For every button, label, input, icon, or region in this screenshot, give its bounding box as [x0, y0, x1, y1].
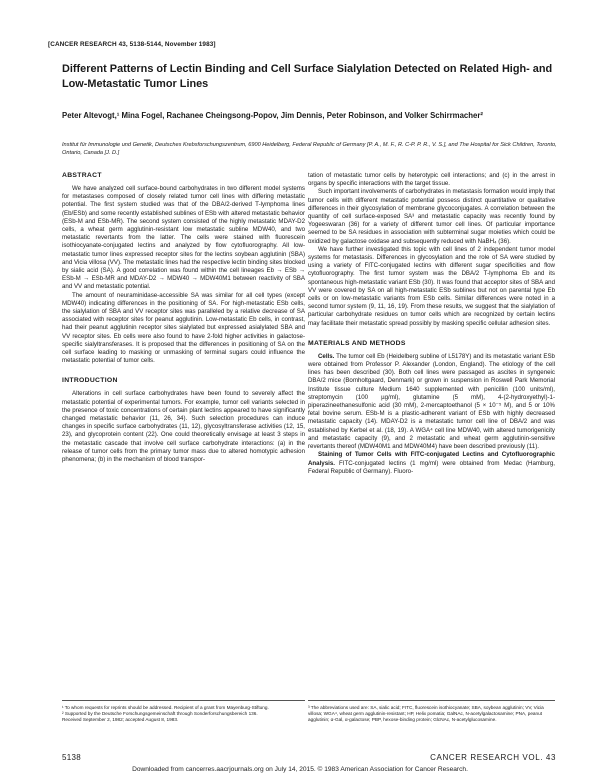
methods-cells-paragraph — [308, 353, 555, 451]
journal-citation-header: [CANCER RESEARCH 43, 5138-5144, November 1983] — [48, 41, 216, 48]
staining-runin-heading: Staining of Tumor Cells with FITC-conjugated Lectins and Cytofluorographic Analysis. — [308, 451, 555, 467]
methods-staining-paragraph — [308, 451, 555, 476]
left-column — [62, 172, 305, 464]
abstract-heading: ABSTRACT — [62, 172, 102, 179]
footnote-abbreviations: ³ The abbreviations used are: SA, sialic acid; FITC, fluorescein isothiocyanate; SBA, soybean agglutinin; VV, Vicia villosa; WGA⁴, wheat germ agglutinin-resistant; HP, Helix pomatia; GalNAc, N-acetylgalactosamine; PNA, peanut agglutinin; α-Gal, α-galactose; PBP, hexose-binding protein; GlcNAc, N-acetylglucosamine. — [308, 705, 544, 723]
footnote-support: ² Supported by the Deutsche Forschungsgemeinschaft through Sonderforschungsbereich 136. — [62, 711, 258, 717]
body-paragraph-carbohydrates: Such important involvements of carbohydrates in metastasis formation would imply that tumor cells with different metastatic potential possess distinct quantitative or qualitative differences in their glycosylation of membrane glycoconjugates. A correlation between the quantity of cell surface-exposed SA³ and metastatic capacity was recently found by Yogeeswaran (36) for a variety of different tumor cell lines. Of particular importance seemed to be SA residues in association with subterminal sugar moieties which could be oxidized by galactose oxidase and subsequently reduced with NaBH₄ (36). — [308, 188, 555, 245]
journal-footer: CANCER RESEARCH VOL. 43 — [430, 753, 556, 762]
cells-text: The tumor cell Eb (Heidelberg subline of L5178Y) and its metastatic variant ESb were obtained from Professor P. Alexander (London, England). The etiology of the cell lines has been described (30). Both cell lines were passaged as ascites in syngeneic DBA/2 mice (Bomholtgaard, Denmark) or grown in suspension in Roswell Park Memorial Institute tissue culture Medium 1640 supplemented with penicillin (100 units/ml), streptomycin (100 µg/ml), glutamine (5 mM), 4-(2-hydroxyethyl)-1-piperazineethanesulfonic acid (30 mM), 2-mercaptoethanol (5 × 10⁻⁵ M), and 5 or 10% fetal bovine serum. ESb-M is a plastic-adherent variant of ESb with highly decreased metastatic capacity (14). MDAY-D2 is a metastatic tumor cell line of DBA/2 and was established by Kerbel et al. (18, 19). A WGA⁴ cell line MDW40, with altered tumorigenicity and metastatic capacity (9), and 2 metastatic and wheat germ agglutinin-sensitive revertants thereof (MDW40M1 and MDW40M4) have been described previously (11). — [308, 352, 555, 451]
footnotes-left — [62, 700, 305, 724]
author-affiliation: Institut für Immunologie und Genetik, Deutsches Krebsforschungszentrum, 6900 Heidelberg, Federal Republic of Germany [P. A., M. F., R. C-P. P. R., V. S.], and The Hospital for Sick Children, Toronto, Ontario, Canada [J. D.] — [62, 142, 557, 156]
footnote-reprints: ¹ To whom requests for reprints should be addressed. Recipient of a grant from Mayenburg-Stiftung. — [62, 705, 269, 710]
page-number: 5138 — [62, 753, 81, 762]
methods-heading: MATERIALS AND METHODS — [308, 339, 406, 347]
cells-runin-heading: Cells. — [318, 352, 335, 360]
staining-text: FITC-conjugated lectins (1 mg/ml) were obtained from Medac (Hamburg, Federal Republic of Germany). Fluoro- — [308, 459, 555, 475]
footnotes-right — [308, 700, 555, 724]
body-paragraph-continued: tation of metastatic tumor cells by heterotypic cell interactions; and (c) in the arrest in organs by specific interactions with the target tissue. — [308, 172, 555, 188]
introduction-paragraph: Alterations in cell surface carbohydrates have been found to severely affect the metastatic potential of experimental tumors. For example, tumor cell variants selected in the presence of toxic concentrations of certain plant lectins appeared to have significantly changed metastatic behavior (11, 26, 34). Such selection procedures can induce changes in specific surface carbohydrates (11, 12), glycosyltransferase activities (12, 15, 23), and glycoprotein content (22). One could theoretically envisage at least 3 steps in the metastatic cascade that involve cell surface carbohydrate interactions: (a) in the release of tumor cells from the primary tumor mass due to altered homotypic adhesion phenomena; (b) in the mechanism of blood transpor- — [62, 390, 305, 464]
author-list: Peter Altevogt,¹ Mina Fogel, Rachanee Cheingsong-Popov, Jim Dennis, Peter Robinson, and Volker Schirrmacher² — [62, 111, 483, 120]
abstract-paragraph: We have analyzed cell surface-bound carbohydrates in two different model systems for metastases composed of closely related tumor cell lines with differing metastatic potential. The first system studied was that of the DBA/2-derived T-lymphoma lines (Eb/ESb) and some recently established sublines of ESb with altered metastatic behavior (ESb-M and ESb-MR). The second system consisted of the highly metastatic MDAY-D2 cells, a wheat germ agglutinin-resistant low metastatic subline MDW40, and two metastatic revertants from the latter. The cells were stained with fluorescein isothiocyanate-conjugated lectins and analyzed by flow cytofluorography. All low-metastatic tumor lines expressed receptor sites for the lectins soybean agglutinin (SBA) and Vicia villosa (VV). The metastatic lines had the respective lectin binding sites blocked by sialic acid (SA). A good correlation was found within the cell lineages Eb → ESb → ESb-M → ESb-MR and MDAY-D2 → MDW40 → MDW40M1 between reactivity of SBA and VV and metastatic potential. — [62, 185, 305, 291]
article-title: Different Patterns of Lectin Binding and Cell Surface Sialylation Detected on Related High- and Low-Metastatic Tumor Lines — [62, 63, 553, 90]
footnote-received: Received September 2, 1982; accepted August 8, 1983. — [62, 717, 179, 723]
right-column — [308, 172, 555, 476]
introduction-heading: INTRODUCTION — [62, 377, 118, 385]
abstract-paragraph-2: The amount of neuraminidase-accessible SA was similar for all cell types (except MDW40) indicating differences in the positioning of SA. For high-metastatic ESb cells, the sialylation of SBA and VV receptor sites was paralleled by a relative decrease of SA associated with receptor sites for peanut agglutinin. Low-metastatic Eb cells, in contrast, had their peanut agglutinin receptor sites sialylated but expressed asialylated SBA and VV receptor sites. Eb cells were also found to have 2-fold higher activities in galactose-specific sialyltransferases. It is proposed that the differences in positioning of SA on the cell surface leading to masking or unmasking of terminal sugars could influence the metastatic potential of tumor cells. — [62, 291, 305, 365]
download-notice: Downloaded from cancerres.aacrjournals.org on July 14, 2015. © 1983 American Association for Cancer Research. — [132, 766, 468, 773]
body-paragraph-investigation: We have further investigated this topic with cell lines of 2 independent tumor model systems for metastasis. Differences in glycosylation and the role of SA were studied by using a variety of FITC-conjugated lectins with different sugar specificities and flow cytofluorography. The first tumor system was the DBA/2 T-lymphoma Eb and its spontaneous high-metastatic variant ESb (30). It was found that acceptor sites of SBA and VV were covered by SA on all high-metastatic ESb sublines but not on parental type Eb cells or on low-metastatic variants from ESb cells. Similar differences were noted in a second tumor system (9, 11, 16, 19). From these results, we suggest that the sialylation of particular carbohydrate residues on tumor cells which are recognized by certain lectins may facilitate their metastatic spread possibly by masking specific cellular adhesion sites. — [308, 245, 555, 327]
